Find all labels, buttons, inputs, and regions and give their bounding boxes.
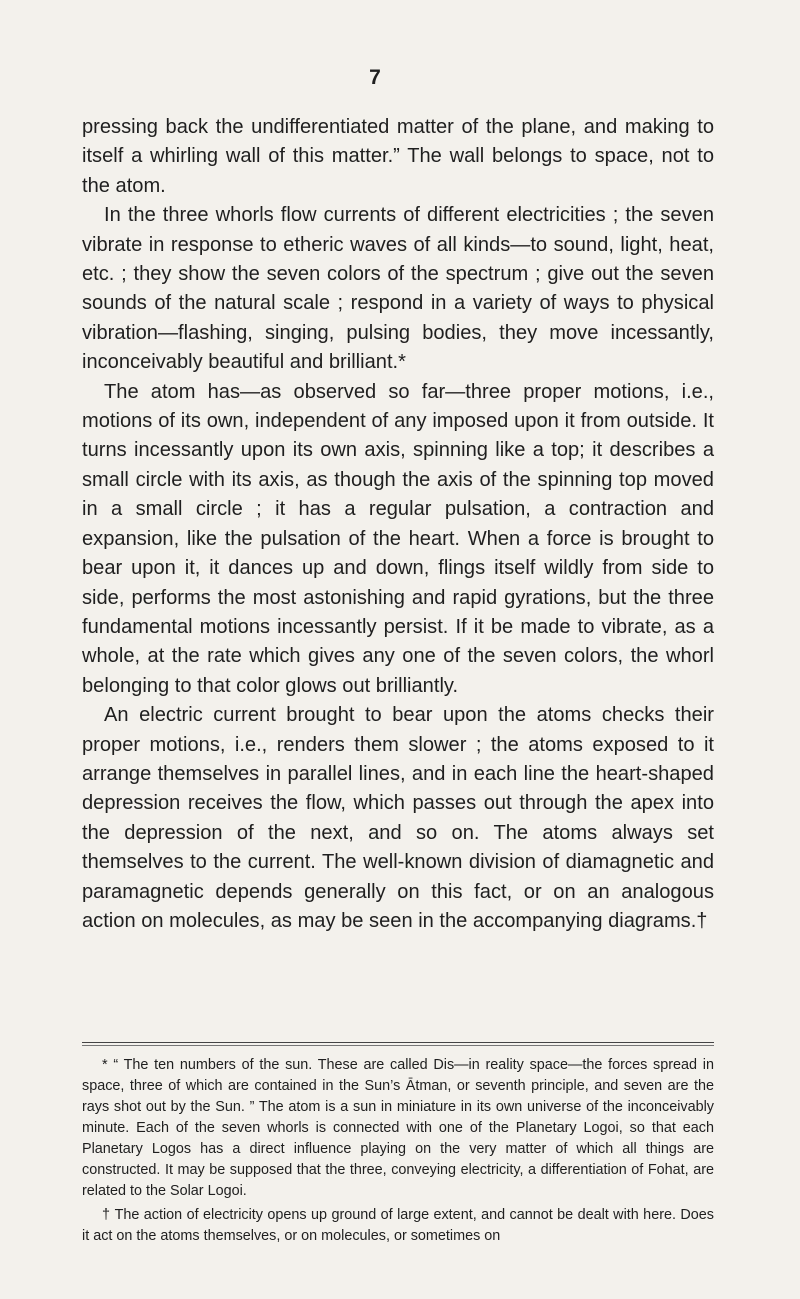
footnotes: [82, 1055, 714, 1247]
page-number: 7: [369, 66, 381, 89]
body-text: [82, 113, 714, 936]
footnote-divider: [82, 1042, 714, 1046]
paragraph-continued: pressing back the undifferentiated matter of the plane, and making to itself a whirling wall of this matter.” The wall belongs to space, not to the atom.: [82, 116, 714, 197]
paragraph-whorls: In the three whorls flow currents of different electricities ; the seven vibrate in response to etheric waves of all kinds—to sound, light, heat, etc. ; they show the seven colors of the spectrum ; give out the seven sounds of the natural scale ; respond in a variety of ways to physical vibration—flashing, singing, pulsing bodies, they move incessantly, inconceivably beautiful and brilliant.*: [82, 204, 714, 374]
footnote-dagger: † The action of electricity opens up ground of large extent, and cannot be dealt with here. Does it act on the atoms themselves, or on molecules, or sometimes on: [82, 1207, 714, 1244]
paragraph-electric-current: An electric current brought to bear upon the atoms checks their proper motions, i.e., renders them slower ; the atoms exposed to it arrange themselves in parallel lines, and in each line the heart-shaped depression receives the flow, which passes out through the apex into the depression of the next, and so on. The atoms always set themselves to the current. The well-known division of diamagnetic and paramagnetic depends generally on this fact, or on an analogous action on molecules, as may be seen in the accompanying diagrams.†: [82, 704, 714, 932]
footnote-asterisk: * “ The ten numbers of the sun. These are called Dis—in reality space—the forces spread in space, three of which are contained in the Sun’s Ātman, or seventh principle, and seven are the rays shot out by the Sun. ” The atom is a sun in miniature in its own universe of the inconceivably minute. Each of the seven whorls is connected with one of the Planetary Logoi, so that each Planetary Logos has a direct influence playing on the very matter of which all things are constructed. It may be supposed that the three, conveying electricity, a differentiation of Fohat, are related to the Solar Logoi.: [82, 1057, 714, 1199]
paragraph-atom-motions: The atom has—as observed so far—three proper motions, i.e., motions of its own, independent of any imposed upon it from outside. It turns incessantly upon its own axis, spinning like a top; it describes a small circle with its axis, as though the axis of the spinning top moved in a small circle ; it has a regular pulsation, a contraction and expansion, like the pulsation of the heart. When a force is brought to bear upon it, it dances up and down, flings itself wildly from side to side, performs the most astonishing and rapid gyrations, but the three fundamental motions incessantly persist. If it be made to vibrate, as a whole, at the rate which gives any one of the seven colors, the whorl belonging to that color glows out brilliantly.: [82, 380, 714, 697]
